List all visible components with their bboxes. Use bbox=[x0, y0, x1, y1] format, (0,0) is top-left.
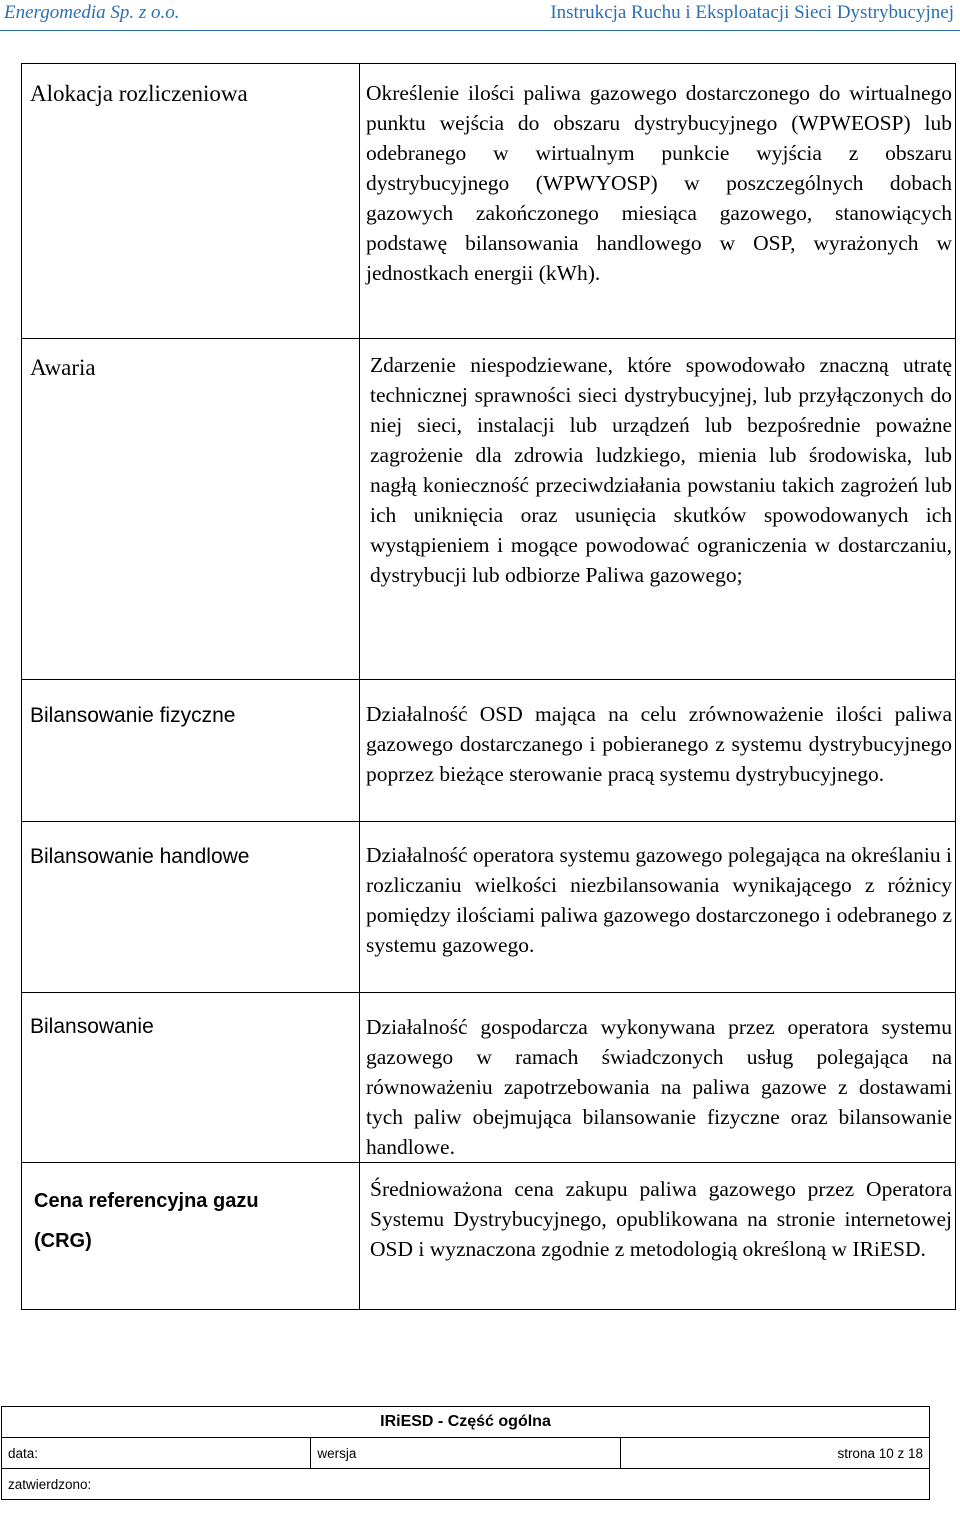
footer-title-row bbox=[2, 1407, 930, 1438]
description-text: Średnioważona cena zakupu paliwa gazowego przez Operatora Systemu Dystrybucyjnego, opublikowana na stronie internetowej OSD i wyznaczona zgodnie z metodologią określoną w IRiESD. bbox=[370, 1177, 952, 1261]
term-label: Bilansowanie fizyczne bbox=[30, 704, 236, 727]
table-row bbox=[22, 993, 956, 1163]
description-text: Zdarzenie niespodziewane, które spowodowało znaczną utratę technicznej sprawności sieci dystrybucyjnej, lub przyłączonych do niej sieci, instalacji lub urządzeń lub bezpośrednie poważne zagrożenie dla zdrowia ludzkiego, mienia lub środowiska, lub nagłą konieczność przeciwdziałania powstaniu takich zagrożeń lub ich uniknięcia oraz usunięcia skutków spowodowanych ich wystąpieniem i mogące powodować ograniczenia w dostarczaniu, dystrybucji lub odbiorze Paliwa gazowego; bbox=[370, 353, 952, 587]
definition-description bbox=[360, 993, 956, 1163]
table-row bbox=[22, 1163, 956, 1310]
footer-version-label: wersja bbox=[311, 1438, 620, 1469]
term-label: Alokacja rozliczeniowa bbox=[30, 81, 248, 106]
table-row bbox=[22, 822, 956, 993]
definition-description bbox=[360, 680, 956, 822]
definition-term bbox=[22, 1163, 360, 1310]
term-label: Bilansowanie bbox=[30, 1015, 154, 1038]
definition-term bbox=[22, 822, 360, 993]
term-label: Awaria bbox=[30, 355, 96, 380]
term-label: Cena referencyjna gazu bbox=[34, 1190, 259, 1212]
definition-term bbox=[22, 993, 360, 1163]
description-text: Określenie ilości paliwa gazowego dostarczonego do wirtualnego punktu wejścia do obszaru dystrybucyjnego (WPWEOSP) lub odebranego w wirtualnym punkcie wyjścia z obszaru dystrybucyjnego (WPWYOSP) w poszczególnych dobach gazowych zakończonego miesiąca gazowego, stanowiących podstawę bilansowania handlowego w OSP, wyrażonych w jednostkach energii (kWh). bbox=[366, 81, 952, 285]
definitions-table bbox=[21, 63, 956, 1310]
description-text: Działalność operatora systemu gazowego polegająca na określaniu i rozliczaniu wielkości niezbilansowania wynikającego z różnicy pomiędzy ilościami paliwa gazowego dostarczonego i odebranego z systemu gazowego. bbox=[366, 843, 952, 957]
table-row bbox=[22, 64, 956, 339]
definition-term bbox=[22, 680, 360, 822]
footer-page-label: strona 10 z 18 bbox=[620, 1438, 929, 1469]
term-abbreviation: (CRG) bbox=[34, 1230, 92, 1252]
definition-description bbox=[360, 64, 956, 339]
header-rule bbox=[0, 30, 960, 31]
definition-term bbox=[22, 64, 360, 339]
header-company: Energomedia Sp. z o.o. bbox=[4, 2, 180, 23]
footer-title: IRiESD - Część ogólna bbox=[2, 1407, 930, 1438]
definition-term bbox=[22, 339, 360, 680]
footer-meta-row bbox=[2, 1438, 930, 1469]
table-row bbox=[22, 680, 956, 822]
definition-description bbox=[360, 339, 956, 680]
description-text: Działalność OSD mająca na celu zrównoważenie ilości paliwa gazowego dostarczanego i pobieranego z systemu dystrybucyjnego poprzez bieżące sterowanie pracą systemu dystrybucyjnego. bbox=[366, 702, 952, 786]
footer-date-label: data: bbox=[2, 1438, 311, 1469]
table-row bbox=[22, 339, 956, 680]
header-document-title: Instrukcja Ruchu i Eksploatacji Sieci Dystrybucyjnej bbox=[550, 2, 954, 23]
footer-table bbox=[1, 1406, 930, 1500]
footer-approved-label: zatwierdzono: bbox=[2, 1469, 930, 1500]
footer-approval-row bbox=[2, 1469, 930, 1500]
definition-description bbox=[360, 822, 956, 993]
definition-description bbox=[360, 1163, 956, 1310]
term-label: Bilansowanie handlowe bbox=[30, 845, 250, 868]
description-text: Działalność gospodarcza wykonywana przez operatora systemu gazowego w ramach świadczonych usług polegająca na równoważeniu zapotrzebowania na paliwa gazowe z dostawami tych paliw obejmująca bilansowanie fizyczne oraz bilansowanie handlowe. bbox=[366, 1015, 952, 1159]
